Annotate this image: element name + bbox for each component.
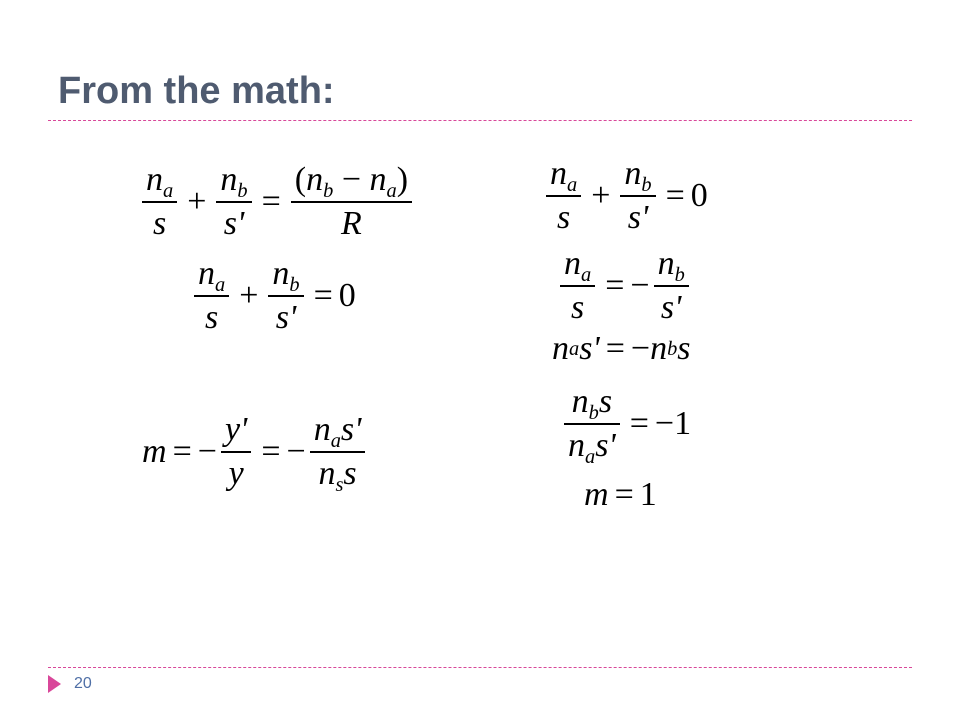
fraction-nasprime-over-ns-s: $\frac{n_as'}{n_ss}$ bbox=[310, 412, 366, 491]
fraction-na-over-s: $\frac{n_a}{s}$ bbox=[194, 256, 229, 335]
equation-flat-surface-right: $\frac{n_a}{s}$ + $\frac{n_b}{s'}$ = 0 bbox=[542, 156, 708, 235]
fraction-nb-over-sprime: $\frac{n_b}{s'}$ bbox=[654, 246, 689, 325]
fraction-nb-over-sprime: $\frac{n_b}{s'}$ bbox=[620, 156, 655, 235]
fraction-nb-over-sprime: $\frac{n_b}{s'}$ bbox=[268, 256, 303, 335]
equation-magnification: m = − $\frac{y'}{y}$ = − $\frac{n_as'}{n_ss}$ bbox=[142, 412, 369, 491]
equation-cross-multiplied: n a s' = − n b s bbox=[552, 330, 691, 367]
fraction-na-over-s: $\frac{n_a}{s}$ bbox=[560, 246, 595, 325]
triangle-bullet-icon bbox=[48, 675, 61, 693]
fraction-na-over-s: $\frac{n_a}{s}$ bbox=[142, 162, 177, 241]
fraction-na-over-s: $\frac{n_a}{s}$ bbox=[546, 156, 581, 235]
equation-refraction-general: $\frac{n_a}{s}$ + $\frac{n_b}{s'}$ = $\frac{(n_b - n_a)}{R}$ bbox=[138, 162, 416, 241]
equation-ratio-minus-one: $\frac{n_bs}{n_as'}$ = −1 bbox=[560, 384, 691, 463]
equation-flat-surface: $\frac{n_a}{s}$ + $\frac{n_b}{s'}$ = 0 bbox=[190, 256, 356, 335]
equation-rearranged: $\frac{n_a}{s}$ = − $\frac{n_b}{s'}$ bbox=[556, 246, 693, 325]
page-number: 20 bbox=[74, 675, 92, 692]
title-divider bbox=[48, 120, 912, 121]
fraction-yprime-over-y: $\frac{y'}{y}$ bbox=[221, 412, 251, 491]
fraction-index-difference-over-r: $\frac{(n_b - n_a)}{R}$ bbox=[291, 162, 412, 241]
footer-divider bbox=[48, 667, 912, 668]
fraction-nbs-over-nasprime: $\frac{n_bs}{n_as'}$ bbox=[564, 384, 620, 463]
fraction-nb-over-sprime: $\frac{n_b}{s'}$ bbox=[216, 162, 251, 241]
equation-m-equals-one: m = 1 bbox=[584, 476, 657, 513]
slide-title: From the math: bbox=[58, 70, 335, 112]
